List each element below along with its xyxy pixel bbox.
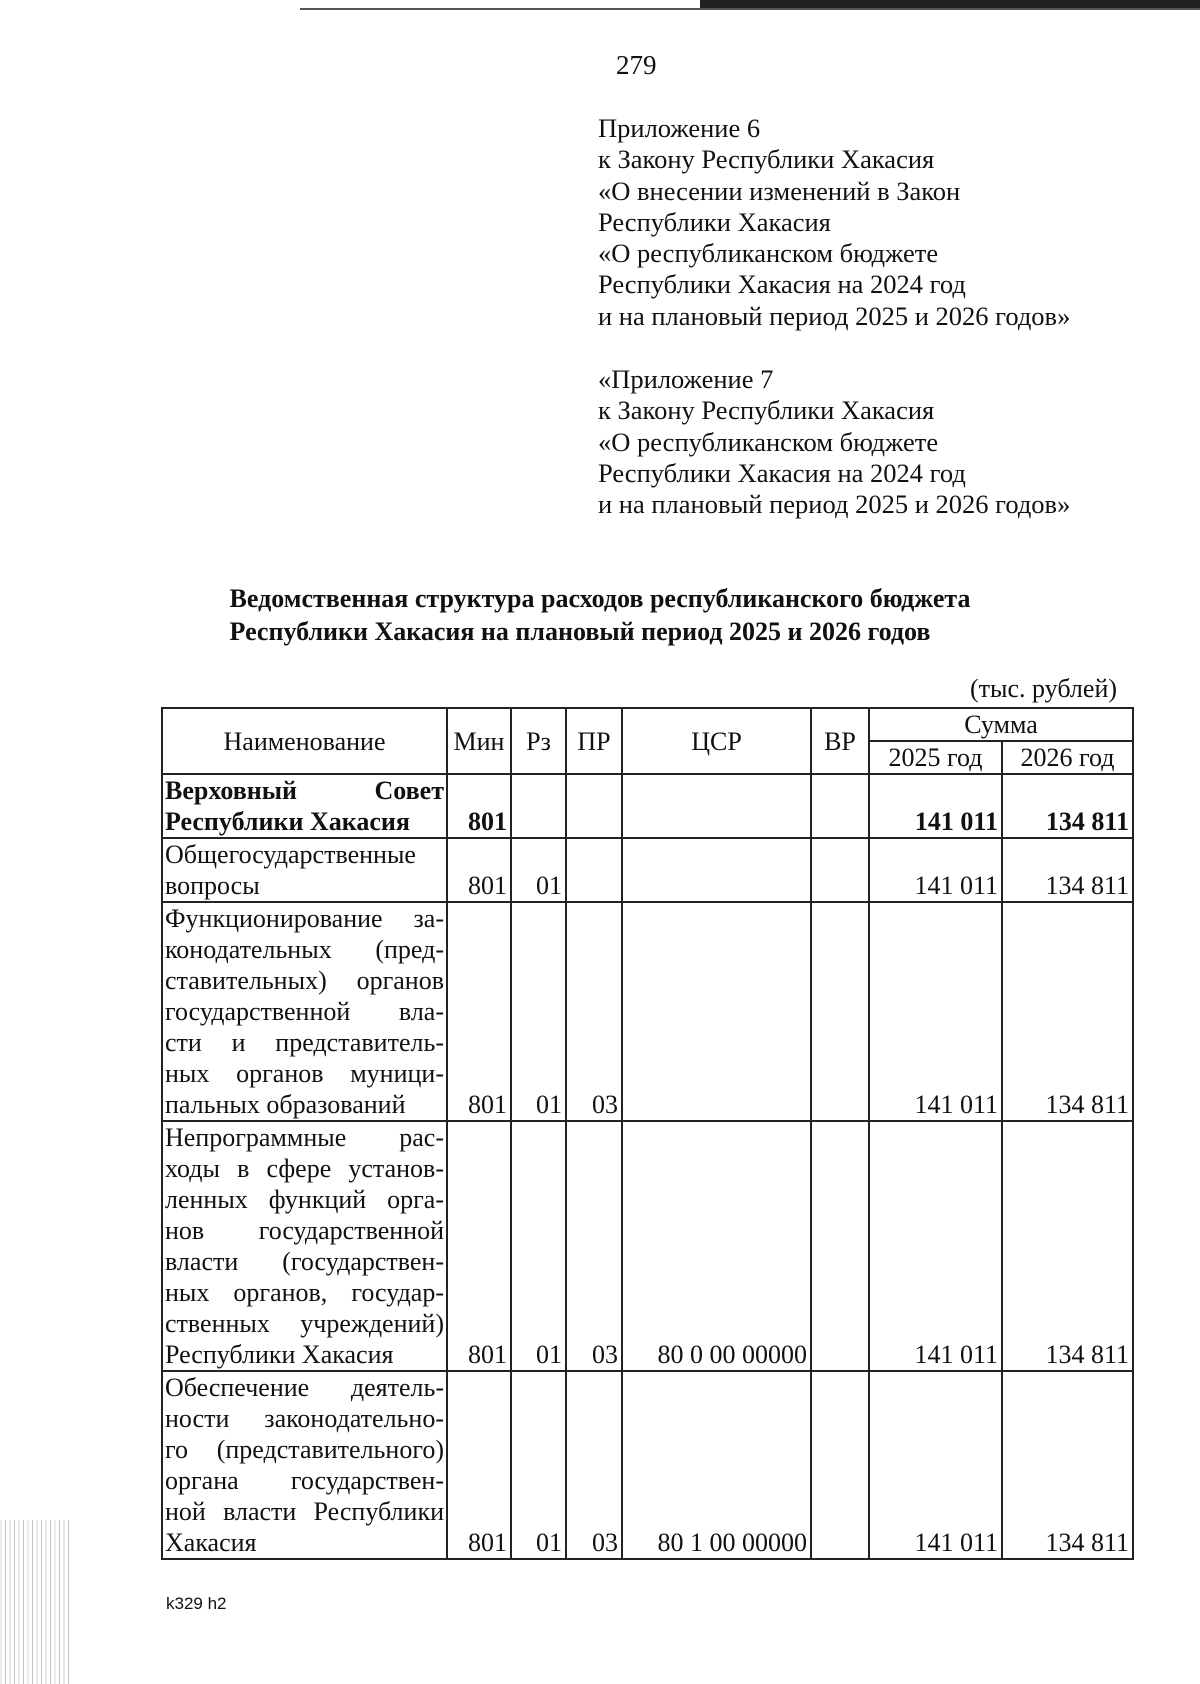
row-name-line: ственных учреждений) bbox=[165, 1309, 444, 1338]
cell-2026: 134 811 bbox=[1002, 774, 1133, 838]
cell-rz: 01 bbox=[511, 902, 566, 1121]
cell-pr: 03 bbox=[566, 902, 622, 1121]
annex-6-line: Приложение 6 bbox=[598, 113, 761, 143]
row-name-line: Хакасия bbox=[165, 1528, 257, 1557]
header-2025: 2025 год bbox=[869, 741, 1002, 774]
row-name-line: сти и представитель- bbox=[165, 1028, 444, 1057]
table-row bbox=[162, 1121, 1133, 1371]
header-min: Мин bbox=[447, 708, 511, 774]
row-name-line: ных органов, государ- bbox=[165, 1278, 444, 1307]
cell-2026: 134 811 bbox=[1002, 1121, 1133, 1371]
document-title-line: Ведомственная структура расходов республиканского бюджета bbox=[229, 584, 971, 613]
budget-table bbox=[161, 707, 1134, 1560]
cell-2025: 141 011 bbox=[869, 1121, 1002, 1371]
row-name-line: органа государствен- bbox=[165, 1466, 444, 1495]
footer-code: k329 h2 bbox=[166, 1594, 227, 1613]
row-name-line: Обеспечение деятель- bbox=[165, 1373, 444, 1402]
row-name-line: вопросы bbox=[165, 871, 260, 900]
cell-min: 801 bbox=[447, 902, 511, 1121]
cell-vr bbox=[811, 1371, 869, 1559]
row-name bbox=[162, 902, 447, 1121]
scan-top-line bbox=[300, 8, 1200, 10]
cell-rz: 01 bbox=[511, 1371, 566, 1559]
cell-vr bbox=[811, 902, 869, 1121]
row-name bbox=[162, 774, 447, 838]
header-name: Наименование bbox=[162, 708, 447, 774]
row-name-line: власти (государствен- bbox=[165, 1247, 444, 1276]
header-vr: ВР bbox=[811, 708, 869, 774]
annex-6-line: «О республиканском бюджете bbox=[598, 238, 939, 269]
cell-2026: 134 811 bbox=[1002, 1371, 1133, 1559]
header-pr: ПР bbox=[566, 708, 622, 774]
annex-7-line: «О республиканском бюджете bbox=[598, 426, 939, 457]
header-csr: ЦСР bbox=[622, 708, 811, 774]
row-name bbox=[162, 1371, 447, 1559]
cell-csr bbox=[622, 902, 811, 1121]
annex-6-line: «О внесении изменений в Закон bbox=[598, 175, 961, 206]
document-title-line: Республики Хакасия на плановый период 2025 и 2026 годов bbox=[229, 617, 931, 646]
row-name-line: ленных функций орга- bbox=[165, 1185, 444, 1214]
cell-min: 801 bbox=[447, 1371, 511, 1559]
row-name-line: ной власти Республики bbox=[165, 1497, 444, 1526]
row-name-line: Республики Хакасия bbox=[165, 807, 410, 836]
annex-6-line: к Закону Республики Хакасия bbox=[598, 144, 935, 175]
annex-7-line: Республики Хакасия на 2024 год bbox=[598, 457, 966, 488]
cell-vr bbox=[811, 1121, 869, 1371]
cell-vr bbox=[811, 774, 869, 838]
row-name-line: нов государственной bbox=[165, 1216, 444, 1245]
annex-7-header bbox=[598, 364, 1070, 520]
cell-pr: 03 bbox=[566, 1121, 622, 1371]
row-name-line: Непрограммные рас- bbox=[165, 1123, 444, 1152]
scan-edge-noise bbox=[0, 1520, 70, 1684]
cell-2025: 141 011 bbox=[869, 902, 1002, 1121]
cell-min: 801 bbox=[447, 774, 511, 838]
header-sum: Сумма bbox=[869, 708, 1133, 741]
table-row bbox=[162, 774, 1133, 838]
cell-2025: 141 011 bbox=[869, 774, 1002, 838]
cell-vr bbox=[811, 838, 869, 902]
scan-top-edge bbox=[700, 0, 1200, 8]
cell-csr: 80 1 00 00000 bbox=[622, 1371, 811, 1559]
row-name-line: Общегосударственные bbox=[165, 840, 416, 869]
row-name-line: ставительных) органов bbox=[165, 966, 444, 995]
units-label: (тыс. рублей) bbox=[970, 674, 1118, 703]
row-name bbox=[162, 838, 447, 902]
header-rz: Рз bbox=[511, 708, 566, 774]
table-row bbox=[162, 1371, 1133, 1559]
row-name-line: конодательных (пред- bbox=[165, 935, 444, 964]
cell-2025: 141 011 bbox=[869, 838, 1002, 902]
cell-pr: 03 bbox=[566, 1371, 622, 1559]
row-name-line: ходы в сфере установ- bbox=[165, 1154, 444, 1183]
row-name-line: государственной вла- bbox=[165, 997, 444, 1026]
row-name-line: ных органов муници- bbox=[165, 1059, 444, 1088]
row-name bbox=[162, 1121, 447, 1371]
table-row bbox=[162, 838, 1133, 902]
row-name-line: Республики Хакасия bbox=[165, 1340, 394, 1369]
row-name-line: пальных образований bbox=[165, 1090, 406, 1119]
annex-6-line: Республики Хакасия bbox=[598, 206, 831, 237]
row-name-line: го (представительного) bbox=[165, 1435, 444, 1464]
cell-2026: 134 811 bbox=[1002, 838, 1133, 902]
cell-rz: 01 bbox=[511, 838, 566, 902]
cell-csr bbox=[622, 774, 811, 838]
cell-pr bbox=[566, 838, 622, 902]
annex-7-line: «Приложение 7 bbox=[598, 364, 774, 394]
cell-csr bbox=[622, 838, 811, 902]
annex-6-line: Республики Хакасия на 2024 год bbox=[598, 269, 966, 300]
row-name-line: ности законодательно- bbox=[165, 1404, 444, 1433]
cell-2026: 134 811 bbox=[1002, 902, 1133, 1121]
cell-pr bbox=[566, 774, 622, 838]
cell-min: 801 bbox=[447, 838, 511, 902]
cell-min: 801 bbox=[447, 1121, 511, 1371]
annex-6-line: и на плановый период 2025 и 2026 годов» bbox=[598, 300, 1071, 331]
cell-rz: 01 bbox=[511, 1121, 566, 1371]
document-title bbox=[0, 582, 1200, 648]
annex-7-line: и на плановый период 2025 и 2026 годов» bbox=[598, 489, 1071, 520]
annex-6-header bbox=[598, 113, 1070, 332]
table-row bbox=[162, 902, 1133, 1121]
annex-7-line: к Закону Республики Хакасия bbox=[598, 395, 935, 426]
header-2026: 2026 год bbox=[1002, 741, 1133, 774]
cell-csr: 80 0 00 00000 bbox=[622, 1121, 811, 1371]
row-name-line: Функционирование за- bbox=[165, 904, 444, 933]
page-number: 279 bbox=[616, 50, 657, 80]
cell-rz bbox=[511, 774, 566, 838]
cell-2025: 141 011 bbox=[869, 1371, 1002, 1559]
row-name-line: Верховный Совет bbox=[165, 776, 444, 805]
